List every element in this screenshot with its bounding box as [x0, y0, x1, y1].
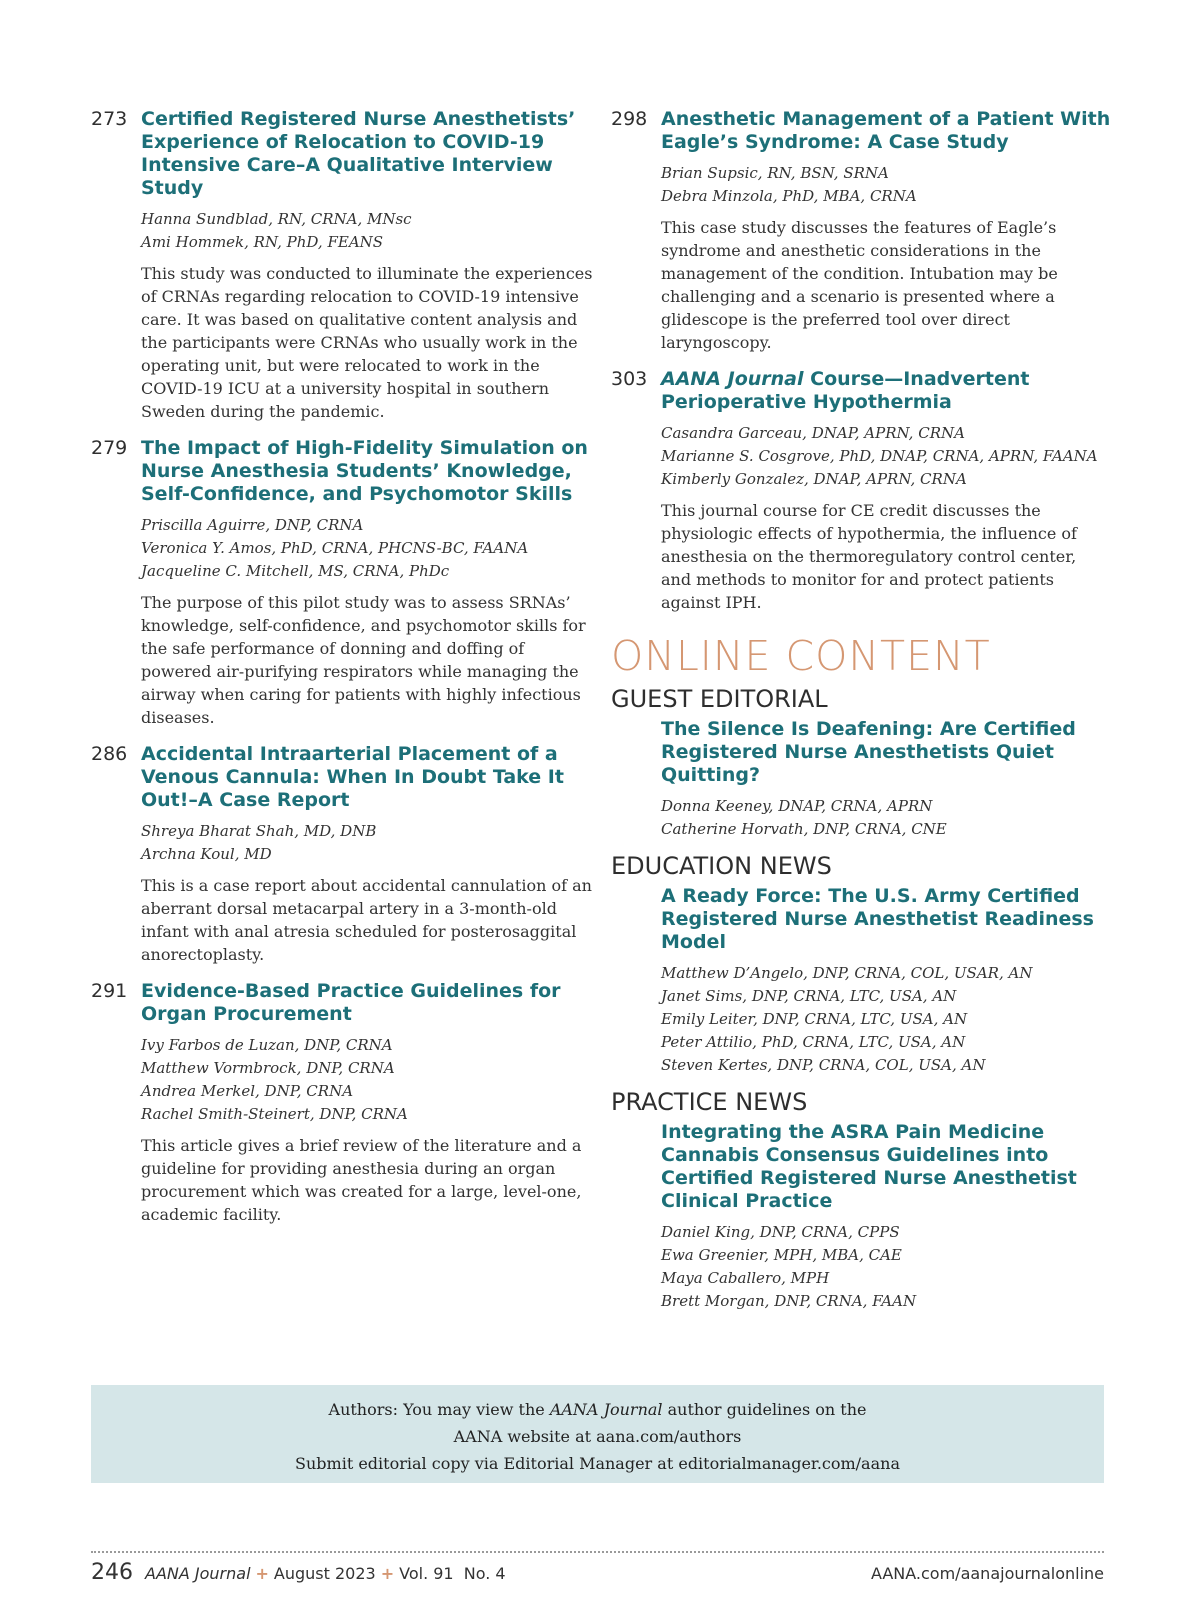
article-title[interactable]: Integrating the ASRA Pain Medicine Cannabis Consensus Guidelines into Certified Registered Nurse Anesthetist Clinical Practice — [661, 1121, 1077, 1212]
author: Veronica Y. Amos, PhD, CRNA, PHCNS-BC, FAANA — [141, 539, 529, 557]
author: Debra Minzola, PhD, MBA, CRNA — [661, 187, 917, 205]
author: Daniel King, DNP, CRNA, CPPS — [661, 1223, 900, 1241]
plus-separator-icon: + — [255, 1564, 269, 1583]
author: Casandra Garceau, DNAP, APRN, CRNA — [661, 424, 965, 442]
footer-date: August 2023 — [273, 1564, 376, 1583]
journal-name: AANA Journal — [661, 368, 804, 390]
author: Rachel Smith-Steinert, DNP, CRNA — [141, 1105, 408, 1123]
article-description: The purpose of this pilot study was to assess SRNAs’ knowledge, self-confidence, and psychomotor skills for the safe performance of donning and doffing of powered air-purifying respirators while managing the airway when caring for patients with highly infectious diseases. — [141, 593, 586, 727]
author: Priscilla Aguirre, DNP, CRNA — [141, 516, 364, 534]
author: Ewa Greenier, MPH, MBA, CAE — [661, 1246, 902, 1264]
author-list — [661, 1221, 1111, 1313]
author: Ami Hommek, RN, PhD, FEANS — [141, 233, 384, 251]
entry-body — [661, 368, 1111, 614]
toc-entry — [91, 108, 593, 423]
footer-journal-name: AANA Journal — [145, 1564, 251, 1583]
practice-news-entry — [661, 1121, 1111, 1313]
author-guidelines-notice — [91, 1385, 1104, 1483]
notice-text: Authors: You may view the — [328, 1400, 550, 1419]
author: Peter Attilio, PhD, CRNA, LTC, USA, AN — [661, 1033, 966, 1051]
author: Marianne S. Cosgrove, PhD, DNAP, CRNA, APRN, FAANA — [661, 447, 1098, 465]
plus-separator-icon: + — [380, 1564, 395, 1583]
footer-volume: Vol. 91 — [399, 1564, 454, 1583]
author-list — [141, 1034, 593, 1126]
online-content-heading: ONLINE CONTENT — [611, 632, 991, 680]
toc-entry — [611, 108, 1111, 354]
left-column — [91, 108, 593, 1240]
author: Maya Caballero, MPH — [661, 1269, 830, 1287]
practice-news-heading: PRACTICE NEWS — [611, 1088, 808, 1116]
footer-page-number: 246 — [91, 1560, 133, 1585]
author: Hanna Sundblad, RN, CRNA, MNsc — [141, 210, 412, 228]
author-list — [141, 514, 593, 583]
article-title[interactable]: Anesthetic Management of a Patient With Eagle’s Syndrome: A Case Study — [661, 108, 1111, 153]
article-title[interactable]: The Impact of High-Fidelity Simulation on Nurse Anesthesia Students’ Knowledge, Self-Confidence, and Psychomotor Skills — [141, 437, 588, 505]
guest-editorial-entry — [661, 718, 1111, 841]
notice-line-1 — [91, 1396, 1104, 1423]
page-number: 273 — [91, 108, 128, 130]
notice-line-2[interactable]: AANA website at aana.com/authors — [453, 1427, 742, 1446]
page-number: 279 — [91, 437, 128, 459]
notice-text: author guidelines on the — [662, 1400, 867, 1419]
author-list — [661, 422, 1111, 491]
author: Brian Supsic, RN, BSN, SRNA — [661, 164, 889, 182]
author: Ivy Farbos de Luzan, DNP, CRNA — [141, 1036, 393, 1054]
entry-body — [141, 743, 593, 966]
entry-body — [661, 108, 1111, 354]
author: Archna Koul, MD — [141, 845, 272, 863]
education-news-heading: EDUCATION NEWS — [611, 852, 832, 880]
article-description: This article gives a brief review of the literature and a guideline for providing anesthesia during an organ procurement which was created for a large, level-one, academic facility. — [141, 1136, 582, 1224]
article-description: This is a case report about accidental cannulation of an aberrant dorsal metacarpal artery in a 3-month-old infant with anal atresia scheduled for posterosaggital anorectoplasty. — [141, 876, 592, 964]
toc-entry — [91, 743, 593, 966]
author: Matthew Vormbrock, DNP, CRNA — [141, 1059, 395, 1077]
footer-issue: No. 4 — [463, 1564, 506, 1583]
author-list — [661, 162, 1111, 208]
author-list — [141, 820, 593, 866]
article-title[interactable]: Evidence-Based Practice Guidelines for Organ Procurement — [141, 980, 561, 1025]
author: Shreya Bharat Shah, MD, DNB — [141, 822, 377, 840]
article-description: This study was conducted to illuminate the experiences of CRNAs regarding relocation to COVID-19 intensive care. It was based on qualitative content analysis and the participants were CRNAs who usually work in the operating unit, but were relocated to work in the COVID-19 ICU at a university hospital in southern Sweden during the pandemic. — [141, 264, 593, 421]
article-description: This case study discusses the features of Eagle’s syndrome and anesthetic considerations in the management of the condition. Intubation may be challenging and a scenario is presented where a glidescope is the preferred tool over direct laryngoscopy. — [661, 218, 1058, 352]
author: Steven Kertes, DNP, CRNA, COL, USA, AN — [661, 1056, 986, 1074]
footer-divider — [91, 1551, 1104, 1553]
footer-url[interactable]: AANA.com/aanajournalonline — [870, 1564, 1104, 1583]
page-number: 298 — [611, 108, 648, 130]
entry-body — [141, 437, 593, 729]
article-title[interactable] — [661, 368, 1111, 414]
author: Kimberly Gonzalez, DNAP, APRN, CRNA — [661, 470, 967, 488]
article-title[interactable]: Certified Registered Nurse Anesthetists’ Experience of Relocation to COVID-19 Intensive Care–A Qualitative Interview Study — [141, 108, 576, 199]
author: Janet Sims, DNP, CRNA, LTC, USA, AN — [661, 987, 957, 1005]
article-title[interactable]: The Silence Is Deafening: Are Certified Registered Nurse Anesthetists Quiet Quitting? — [661, 718, 1076, 786]
entry-body — [141, 980, 593, 1226]
author: Matthew D’Angelo, DNP, CRNA, COL, USAR, AN — [661, 964, 1033, 982]
author: Brett Morgan, DNP, CRNA, FAAN — [661, 1292, 917, 1310]
author-list — [661, 795, 1111, 841]
toc-entry — [91, 437, 593, 729]
page-number: 291 — [91, 980, 128, 1002]
author-list — [141, 208, 593, 254]
guest-editorial-heading: GUEST EDITORIAL — [611, 685, 828, 713]
author: Catherine Horvath, DNP, CRNA, CNE — [661, 820, 947, 838]
article-description: This journal course for CE credit discusses the physiologic effects of hypothermia, the influence of anesthesia on the thermoregulatory control center, and methods to monitor for and protect patients against IPH. — [661, 501, 1077, 612]
toc-entry — [611, 368, 1111, 614]
author: Donna Keeney, DNAP, CRNA, APRN — [661, 797, 933, 815]
page-footer — [91, 1560, 1104, 1585]
right-column — [611, 108, 1111, 1323]
author-list — [661, 962, 1111, 1077]
title-text: Course—Inadvertent Perioperative Hypothermia — [661, 368, 1030, 413]
author: Emily Leiter, DNP, CRNA, LTC, USA, AN — [661, 1010, 968, 1028]
education-news-entry — [661, 885, 1111, 1077]
page-number: 303 — [611, 368, 648, 390]
journal-name: AANA Journal — [549, 1400, 663, 1419]
article-title[interactable]: Accidental Intraarterial Placement of a Venous Cannula: When In Doubt Take It Out!–A Case Report — [141, 743, 564, 811]
notice-line-3[interactable]: Submit editorial copy via Editorial Manager at editorialmanager.com/aana — [295, 1454, 900, 1473]
author: Jacqueline C. Mitchell, MS, CRNA, PhDc — [141, 562, 450, 580]
page-number: 286 — [91, 743, 128, 765]
toc-entry — [91, 980, 593, 1226]
article-title[interactable]: A Ready Force: The U.S. Army Certified Registered Nurse Anesthetist Readiness Model — [661, 885, 1094, 953]
entry-body — [141, 108, 593, 423]
author: Andrea Merkel, DNP, CRNA — [141, 1082, 354, 1100]
